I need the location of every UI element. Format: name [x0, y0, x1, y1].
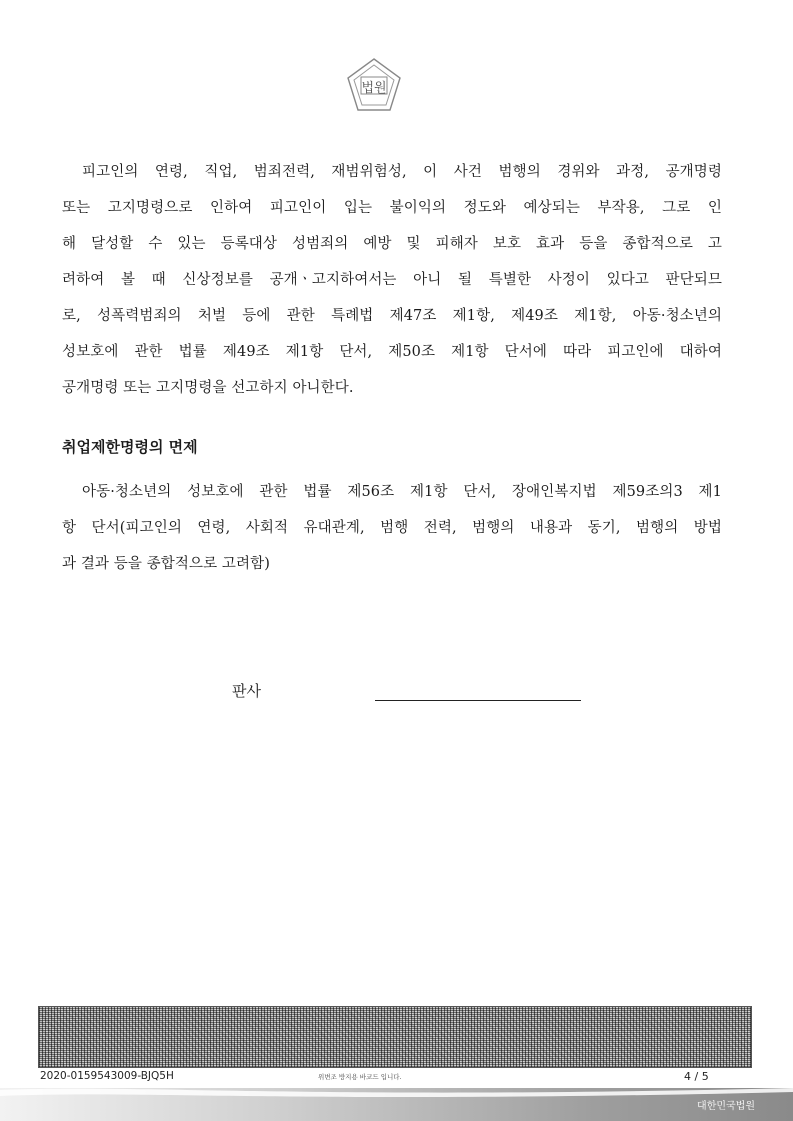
judge-label: 판사 — [232, 682, 261, 700]
paragraph-line: 공개명령 또는 고지명령을 선고하지 아니한다. — [62, 380, 354, 396]
section-heading: 취업제한명령의 면제 — [62, 438, 198, 456]
paragraph-line: 해 달성할 수 있는 등록대상 성범죄의 예방 및 피해자 보호 효과 등을 종합적으로 고 — [62, 236, 722, 252]
paragraph-line: 과 결과 등을 종합적으로 고려함) — [62, 556, 270, 572]
seal-text: 법원 — [361, 81, 387, 96]
signature-line — [375, 700, 581, 701]
page-number: 4 / 5 — [684, 1070, 709, 1083]
paragraph-disclosure-order — [62, 154, 722, 406]
paragraph-line: 항 단서(피고인의 연령, 사회적 유대관계, 범행 전력, 범행의 내용과 동기, 범행의 방법 — [62, 520, 722, 536]
paragraph-employment-restriction — [62, 474, 722, 582]
court-seal-icon — [343, 55, 405, 117]
court-name: 대한민국법원 — [697, 1101, 755, 1112]
anti-forgery-barcode — [38, 1006, 752, 1068]
barcode-note: 위변조 방지용 바코드 입니다. — [318, 1073, 402, 1081]
paragraph-line: 아동·청소년의 성보호에 관한 법률 제56조 제1항 단서, 장애인복지법 제59조의3 제1 — [82, 484, 722, 500]
document-id: 2020-0159543009-BJQ5H — [40, 1070, 174, 1082]
paragraph-line: 로, 성폭력범죄의 처벌 등에 관한 특례법 제47조 제1항, 제49조 제1항, 아동·청소년의 — [62, 308, 722, 324]
paragraph-line: 려하여 볼 때 신상정보를 공개ㆍ고지하여서는 아니 될 특별한 사정이 있다고 판단되므 — [62, 272, 722, 288]
paragraph-line: 성보호에 관한 법률 제49조 제1항 단서, 제50조 제1항 단서에 따라 피고인에 대하여 — [62, 344, 722, 360]
footer-swoosh-icon — [0, 1080, 793, 1121]
paragraph-line: 또는 고지명령으로 인하여 피고인이 입는 불이익의 정도와 예상되는 부작용, 그로 인 — [62, 200, 722, 216]
paragraph-line: 피고인의 연령, 직업, 범죄전력, 재범위험성, 이 사건 범행의 경위와 과정, 공개명령 — [82, 164, 722, 180]
